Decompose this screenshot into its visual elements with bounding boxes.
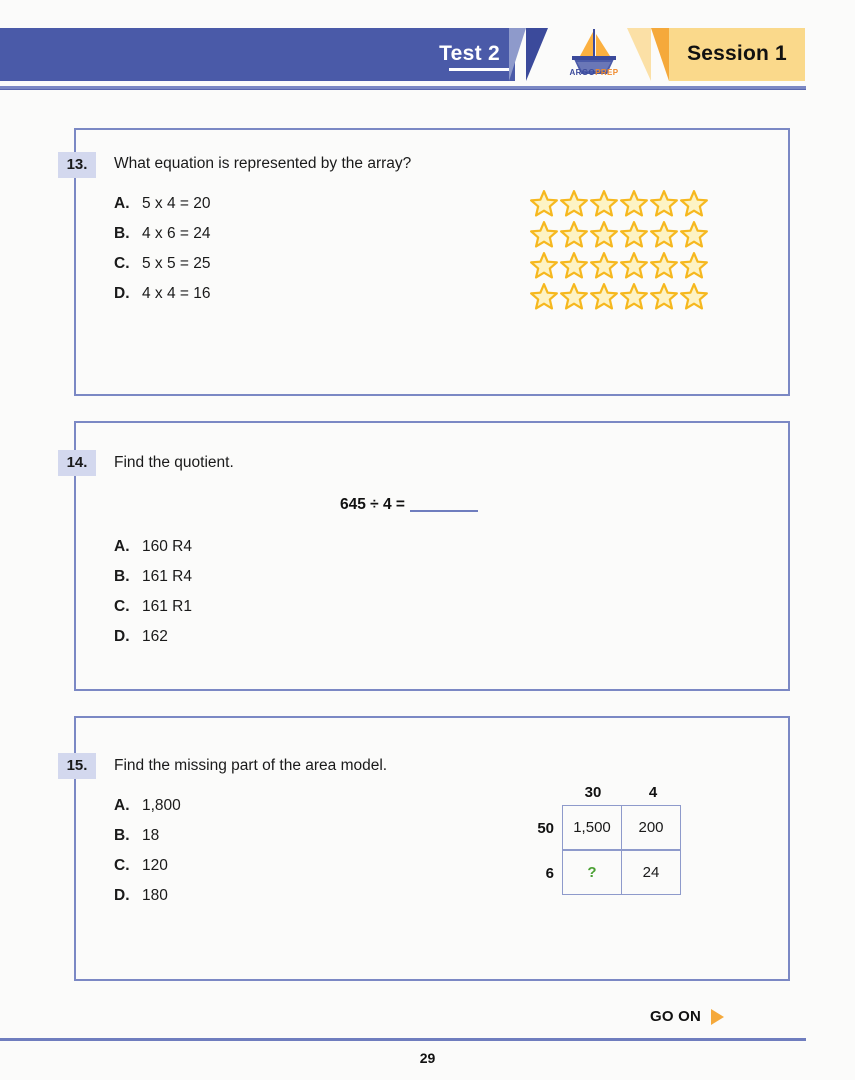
choice-text: 18 bbox=[142, 827, 160, 844]
area-model-row-header: 50 bbox=[537, 820, 554, 837]
question-number-15: 15. bbox=[58, 753, 96, 779]
question-prompt-14: Find the quotient. bbox=[114, 454, 234, 471]
choice-option[interactable] bbox=[114, 568, 192, 598]
choice-option[interactable] bbox=[114, 857, 181, 887]
choice-text: 161 R4 bbox=[142, 568, 192, 585]
go-on-label: GO ON bbox=[650, 1008, 702, 1025]
choice-list-14 bbox=[114, 538, 192, 658]
star-icon bbox=[590, 252, 620, 283]
chevron-orange-light bbox=[627, 28, 651, 81]
star-icon bbox=[620, 283, 650, 314]
choice-option[interactable] bbox=[114, 797, 181, 827]
choice-option[interactable] bbox=[114, 285, 211, 315]
star-icon bbox=[560, 283, 590, 314]
choice-option[interactable] bbox=[114, 195, 211, 225]
choice-letter: A. bbox=[114, 797, 130, 814]
choice-option[interactable] bbox=[114, 827, 181, 857]
star-icon bbox=[650, 221, 680, 252]
star-icon bbox=[650, 252, 680, 283]
choice-text: 5 x 4 = 20 bbox=[142, 195, 211, 212]
choice-text: 120 bbox=[142, 857, 168, 874]
choice-letter: B. bbox=[114, 827, 130, 844]
star-icon bbox=[680, 252, 710, 283]
choice-letter: D. bbox=[114, 628, 130, 645]
star-icon bbox=[680, 190, 710, 221]
area-model-column-headers bbox=[563, 784, 683, 806]
star-icon bbox=[620, 190, 650, 221]
choice-letter: B. bbox=[114, 568, 130, 585]
answer-blank-line[interactable] bbox=[410, 510, 478, 512]
page-header bbox=[0, 0, 855, 110]
area-model-col-header: 30 bbox=[584, 784, 602, 801]
star-icon bbox=[560, 190, 590, 221]
star-icon bbox=[620, 221, 650, 252]
area-model-cell: 24 bbox=[621, 850, 681, 895]
star-icon bbox=[560, 221, 590, 252]
choice-letter: D. bbox=[114, 285, 130, 302]
session-label: Session 1 bbox=[687, 42, 787, 65]
star-icon bbox=[530, 283, 560, 314]
area-model-figure bbox=[521, 784, 683, 896]
choice-letter: A. bbox=[114, 195, 130, 212]
star-icon bbox=[530, 221, 560, 252]
choice-option[interactable] bbox=[114, 255, 211, 285]
star-icon bbox=[680, 283, 710, 314]
star-icon bbox=[530, 190, 560, 221]
choice-text: 5 x 5 = 25 bbox=[142, 255, 211, 272]
choice-text: 4 x 4 = 16 bbox=[142, 285, 211, 302]
choice-text: 162 bbox=[142, 628, 168, 645]
area-model-row-header: 6 bbox=[545, 865, 554, 882]
question-number-13: 13. bbox=[58, 152, 96, 178]
area-model-missing-cell: ? bbox=[562, 850, 622, 895]
star-icon bbox=[650, 283, 680, 314]
star-array-figure bbox=[530, 190, 710, 314]
star-icon bbox=[590, 221, 620, 252]
choice-text: 161 R1 bbox=[142, 598, 192, 615]
star-icon bbox=[620, 252, 650, 283]
header-rule-secondary bbox=[0, 89, 806, 90]
star-icon bbox=[680, 221, 710, 252]
chevron-blue-dark bbox=[526, 28, 548, 81]
star-icon bbox=[590, 190, 620, 221]
choice-letter: C. bbox=[114, 255, 130, 272]
question-prompt-13: What equation is represented by the array? bbox=[114, 155, 412, 172]
choice-list-13 bbox=[114, 195, 211, 315]
area-model-col-header: 4 bbox=[648, 784, 658, 801]
chevron-blue-light bbox=[509, 28, 526, 81]
choice-option[interactable] bbox=[114, 598, 192, 628]
logo-wordmark bbox=[560, 68, 628, 77]
choice-text: 1,800 bbox=[142, 797, 181, 814]
logo-prep-text: PREP bbox=[595, 68, 619, 77]
question-prompt-15: Find the missing part of the area model. bbox=[114, 757, 388, 774]
area-model-row bbox=[521, 806, 683, 851]
choice-option[interactable] bbox=[114, 225, 211, 255]
choice-list-15 bbox=[114, 797, 181, 917]
choice-letter: C. bbox=[114, 857, 130, 874]
chevron-orange-dark bbox=[651, 28, 669, 81]
triangle-right-icon bbox=[711, 1009, 724, 1025]
choice-option[interactable] bbox=[114, 887, 181, 917]
star-icon bbox=[530, 252, 560, 283]
choice-text: 160 R4 bbox=[142, 538, 192, 555]
star-icon bbox=[590, 283, 620, 314]
footer-rule bbox=[0, 1038, 806, 1041]
choice-letter: B. bbox=[114, 225, 130, 242]
page-number: 29 bbox=[419, 1050, 436, 1066]
go-on-indicator bbox=[650, 1008, 724, 1025]
test-label: Test 2 bbox=[439, 42, 500, 65]
choice-letter: A. bbox=[114, 538, 130, 555]
choice-letter: D. bbox=[114, 887, 130, 904]
choice-letter: C. bbox=[114, 598, 130, 615]
equation-text: 645 ÷ 4 = bbox=[340, 496, 405, 513]
choice-option[interactable] bbox=[114, 538, 192, 568]
area-model-cell: 1,500 bbox=[562, 805, 622, 850]
logo-argo-text: ARGO bbox=[569, 68, 596, 77]
star-icon bbox=[650, 190, 680, 221]
question-number-14: 14. bbox=[58, 450, 96, 476]
test-label-underline bbox=[449, 68, 511, 71]
choice-text: 180 bbox=[142, 887, 168, 904]
choice-text: 4 x 6 = 24 bbox=[142, 225, 211, 242]
division-equation bbox=[340, 496, 478, 514]
choice-option[interactable] bbox=[114, 628, 192, 658]
star-icon bbox=[560, 252, 590, 283]
area-model-cell: 200 bbox=[621, 805, 681, 850]
area-model-row bbox=[521, 851, 683, 896]
